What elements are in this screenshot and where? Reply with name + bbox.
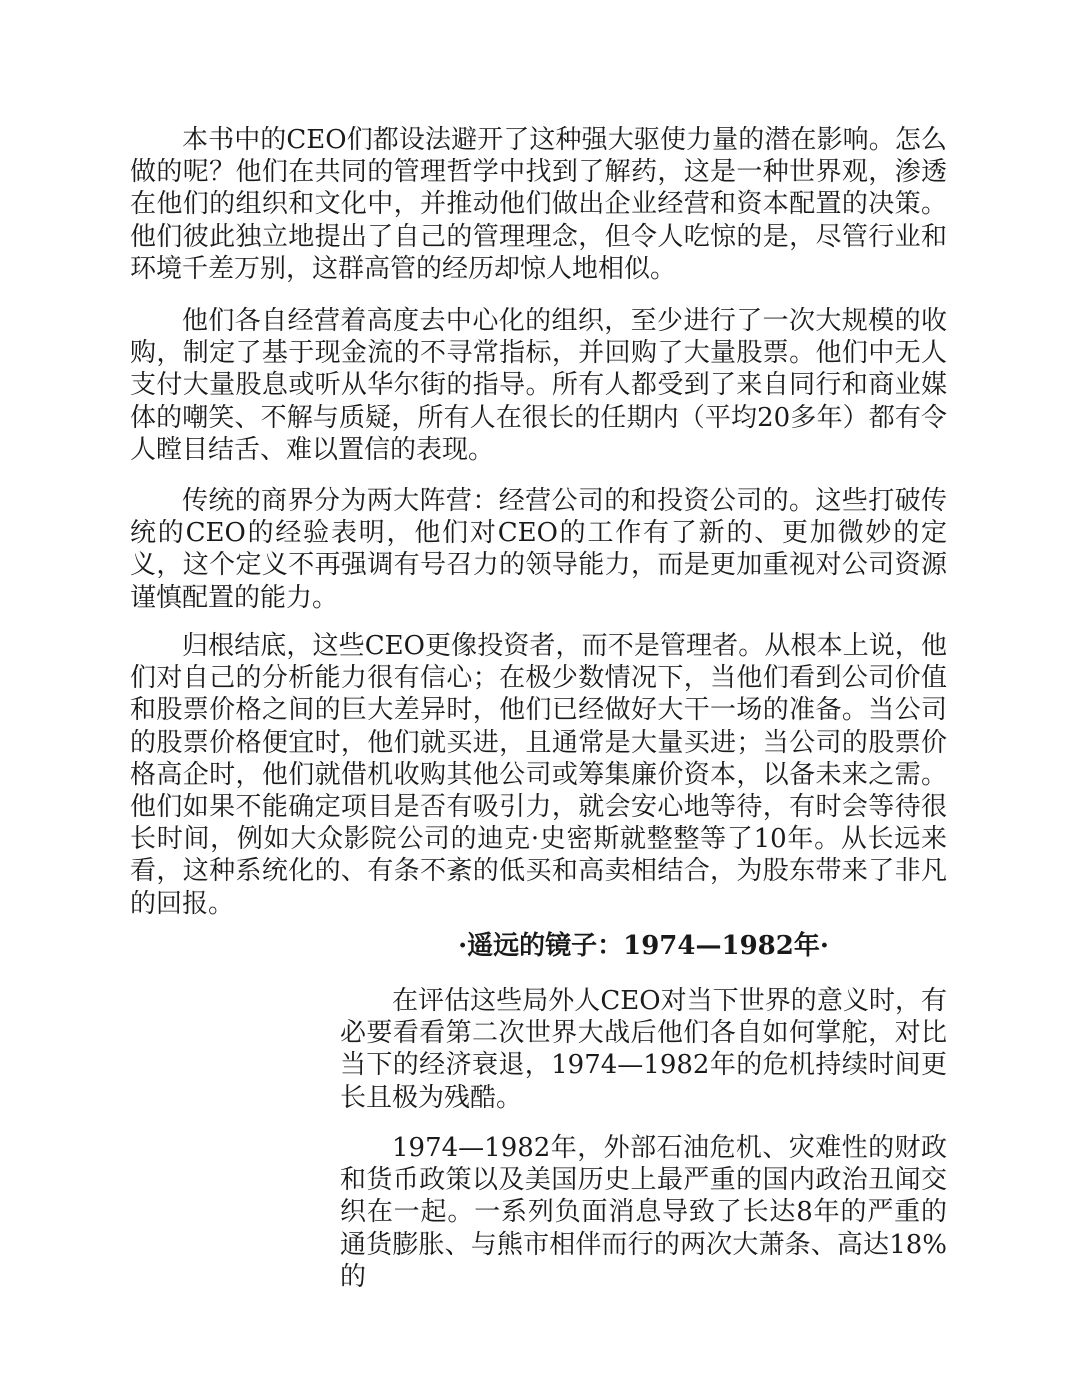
paragraph-decentralized-organizations: 他们各自经营着高度去中心化的组织，至少进行了一次大规模的收购，制定了基于现金流的不寻常指标，并回购了大量股票。他们中无人支付大量股息或听从华尔街的指导。所有人都受到了来自同行和商业媒体的嘲笑、不解与质疑，所有人在很长的任期内（平均20多年）都有令人瞠目结舌、难以置信的表现。 [130, 306, 947, 465]
paragraph-ceos-as-investors: 归根结底，这些CEO更像投资者，而不是管理者。从根本上说，他们对自己的分析能力很有信心；在极少数情况下，当他们看到公司价值和股票价格之间的巨大差异时，他们已经做好大干一场的准备。当公司的股票价格便宜时，他们就买进，且通常是大量买进；当公司的股票价格高企时，他们就借机收购其他公司或筹集廉价资本，以备未来之需。他们如果不能确定项目是否有吸引力，就会安心地等待，有时会等待很长时间，例如大众影院公司的迪克·史密斯就整整等了10年。从长远来看，这种系统化的、有条不紊的低买和高卖相结合，为股东带来了非凡的回报。 [130, 631, 947, 919]
paragraph-outsider-ceo-meaning: 在评估这些局外人CEO对当下世界的意义时，有必要看看第二次世界大战后他们各自如何掌舵，对比当下的经济衰退，1974—1982年的危机持续时间更长且极为残酷。 [340, 986, 947, 1113]
section-heading-prefix: ·遥远的镜子： [458, 931, 624, 961]
section-heading [340, 930, 947, 962]
section-heading-suffix: 年· [793, 931, 829, 961]
paragraph-ceo-philosophy: 本书中的CEO们都设法避开了这种强大驱使力量的潜在影响。怎么做的呢？他们在共同的管理哲学中找到了解药，这是一种世界观，渗透在他们的组织和文化中，并推动他们做出企业经营和资本配置的决策。他们彼此独立地提出了自己的管理理念，但令人吃惊的是，尽管行业和环境千差万别，这群高管的经历却惊人地相似。 [130, 125, 947, 284]
paragraph-1974-1982-crisis: 1974—1982年，外部石油危机、灾难性的财政和货币政策以及美国历史上最严重的国内政治丑闻交织在一起。一系列负面消息导致了长达8年的严重的通货膨胀、与熊市相伴而行的两次大萧条、高达18%的 [340, 1133, 947, 1292]
section-heading-years: 1974—1982 [623, 931, 794, 961]
paragraph-two-camps: 传统的商界分为两大阵营：经营公司的和投资公司的。这些打破传统的CEO的经验表明，他们对CEO的工作有了新的、更加微妙的定义，这个定义不再强调有号召力的领导能力，而是更加重视对公司资源谨慎配置的能力。 [130, 486, 947, 613]
